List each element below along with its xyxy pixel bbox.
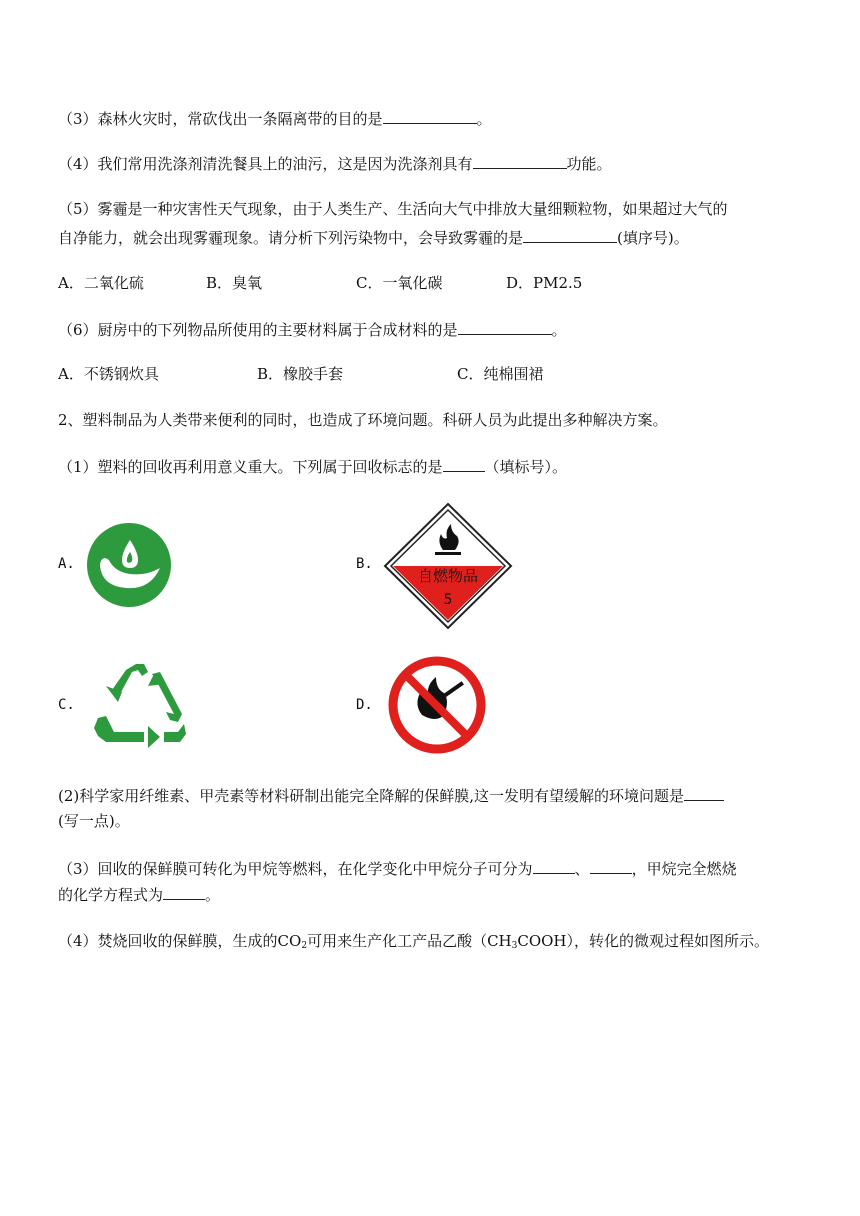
q2-stem: 2、塑料制品为人类带来便利的同时，也造成了环境问题。科研人员为此提出多种解决方案。 [58,411,668,429]
answer-blank[interactable] [458,319,552,335]
option-a: A．不锈钢炊具 [58,365,159,383]
q2-part1-text: （1）塑料的回收再利用意义重大。下列属于回收标志的是 [58,458,443,476]
separator: 、 [574,860,590,878]
answer-blank[interactable] [523,227,617,243]
hazard-class-number: 5 [443,592,453,608]
q1-part3 [58,108,492,129]
answer-blank[interactable] [684,785,724,801]
q2-part4 [58,931,769,956]
q2-part2-line1 [58,785,724,806]
q2-part3-text-b: ，甲烷完全燃烧 [631,860,737,878]
icon-c-label: C. [58,697,75,713]
option-d: D．PM2.5 [506,274,583,292]
q2-part3-text: （3）回收的保鲜膜可转化为甲烷等燃料，在化学变化中甲烷分子可分为 [58,860,533,878]
q1-part5-line1 [58,199,728,219]
answer-blank[interactable] [473,153,567,169]
q1-part4-end: 功能。 [566,155,612,173]
q1-part4-text: （4）我们常用洗涤剂清洗餐具上的油污，这是因为洗涤剂具有 [58,155,473,173]
recycle-icon [92,662,188,754]
hazard-label: 自燃物品 [417,567,479,585]
q2-part4-text-b: 可用来生产化工产品乙酸（CH [307,932,512,950]
q2-part2-line2: (写一点)。 [58,812,130,830]
option-c: C．一氧化碳 [356,274,443,292]
water-saving-icon [86,522,172,612]
q2-part2-text: (2)科学家用纤维素、甲壳素等材料研制出能完全降解的保鲜膜,这一发明有望缓解的环境问题是 [58,787,685,805]
subscript: 3 [511,941,518,951]
q2-part3-line1 [58,858,737,879]
q1-part5-line2 [58,227,689,248]
q1-part4 [58,153,612,174]
q1-part5-text2: 自净能力，就会出现雾霾现象。请分析下列污染物中，会导致雾霾的是 [58,229,524,247]
no-fire-icon [386,655,488,759]
flammable-hazard-icon [383,502,513,634]
q2-part1-end: （填标号）。 [484,458,568,476]
q2-part3-line2 [58,884,220,905]
icon-a-label: A. [58,556,75,572]
answer-blank[interactable] [533,858,575,874]
q1-part5-text: （5）雾霾是一种灾害性天气现象，由于人类生产、生活向大气中排放大量细颗粒物，如果超过大气的 [58,200,728,218]
icon-d-label: D. [356,697,373,713]
q1-part6 [58,319,567,340]
q1-part5-end: (填序号)。 [617,229,689,247]
q1-part3-text: （3）森林火灾时，常砍伐出一条隔离带的目的是 [58,110,383,128]
option-b: B．橡胶手套 [257,365,344,383]
q2-part4-text: （4）焚烧回收的保鲜膜，生成的CO [58,932,302,950]
option-b: B．臭氧 [206,274,263,292]
answer-blank[interactable] [590,858,632,874]
q2-part3-end: 。 [205,886,221,904]
icon-b-label: B. [356,556,373,572]
subscript: 2 [301,941,308,951]
q1-part6-text: （6）厨房中的下列物品所使用的主要材料属于合成材料的是 [58,321,458,339]
q2-part1 [58,456,567,477]
q1-part6-end: 。 [551,321,567,339]
answer-blank[interactable] [383,108,477,124]
q1-part3-end: 。 [476,110,492,128]
q2-part4-text-c: COOH），转化的微观过程如图所示。 [517,932,770,950]
answer-blank[interactable] [443,456,485,472]
q2-part3-text2: 的化学方程式为 [58,886,164,904]
option-a: A．二氧化硫 [58,274,144,292]
option-c: C．纯棉围裙 [457,365,544,383]
answer-blank[interactable] [163,884,205,900]
